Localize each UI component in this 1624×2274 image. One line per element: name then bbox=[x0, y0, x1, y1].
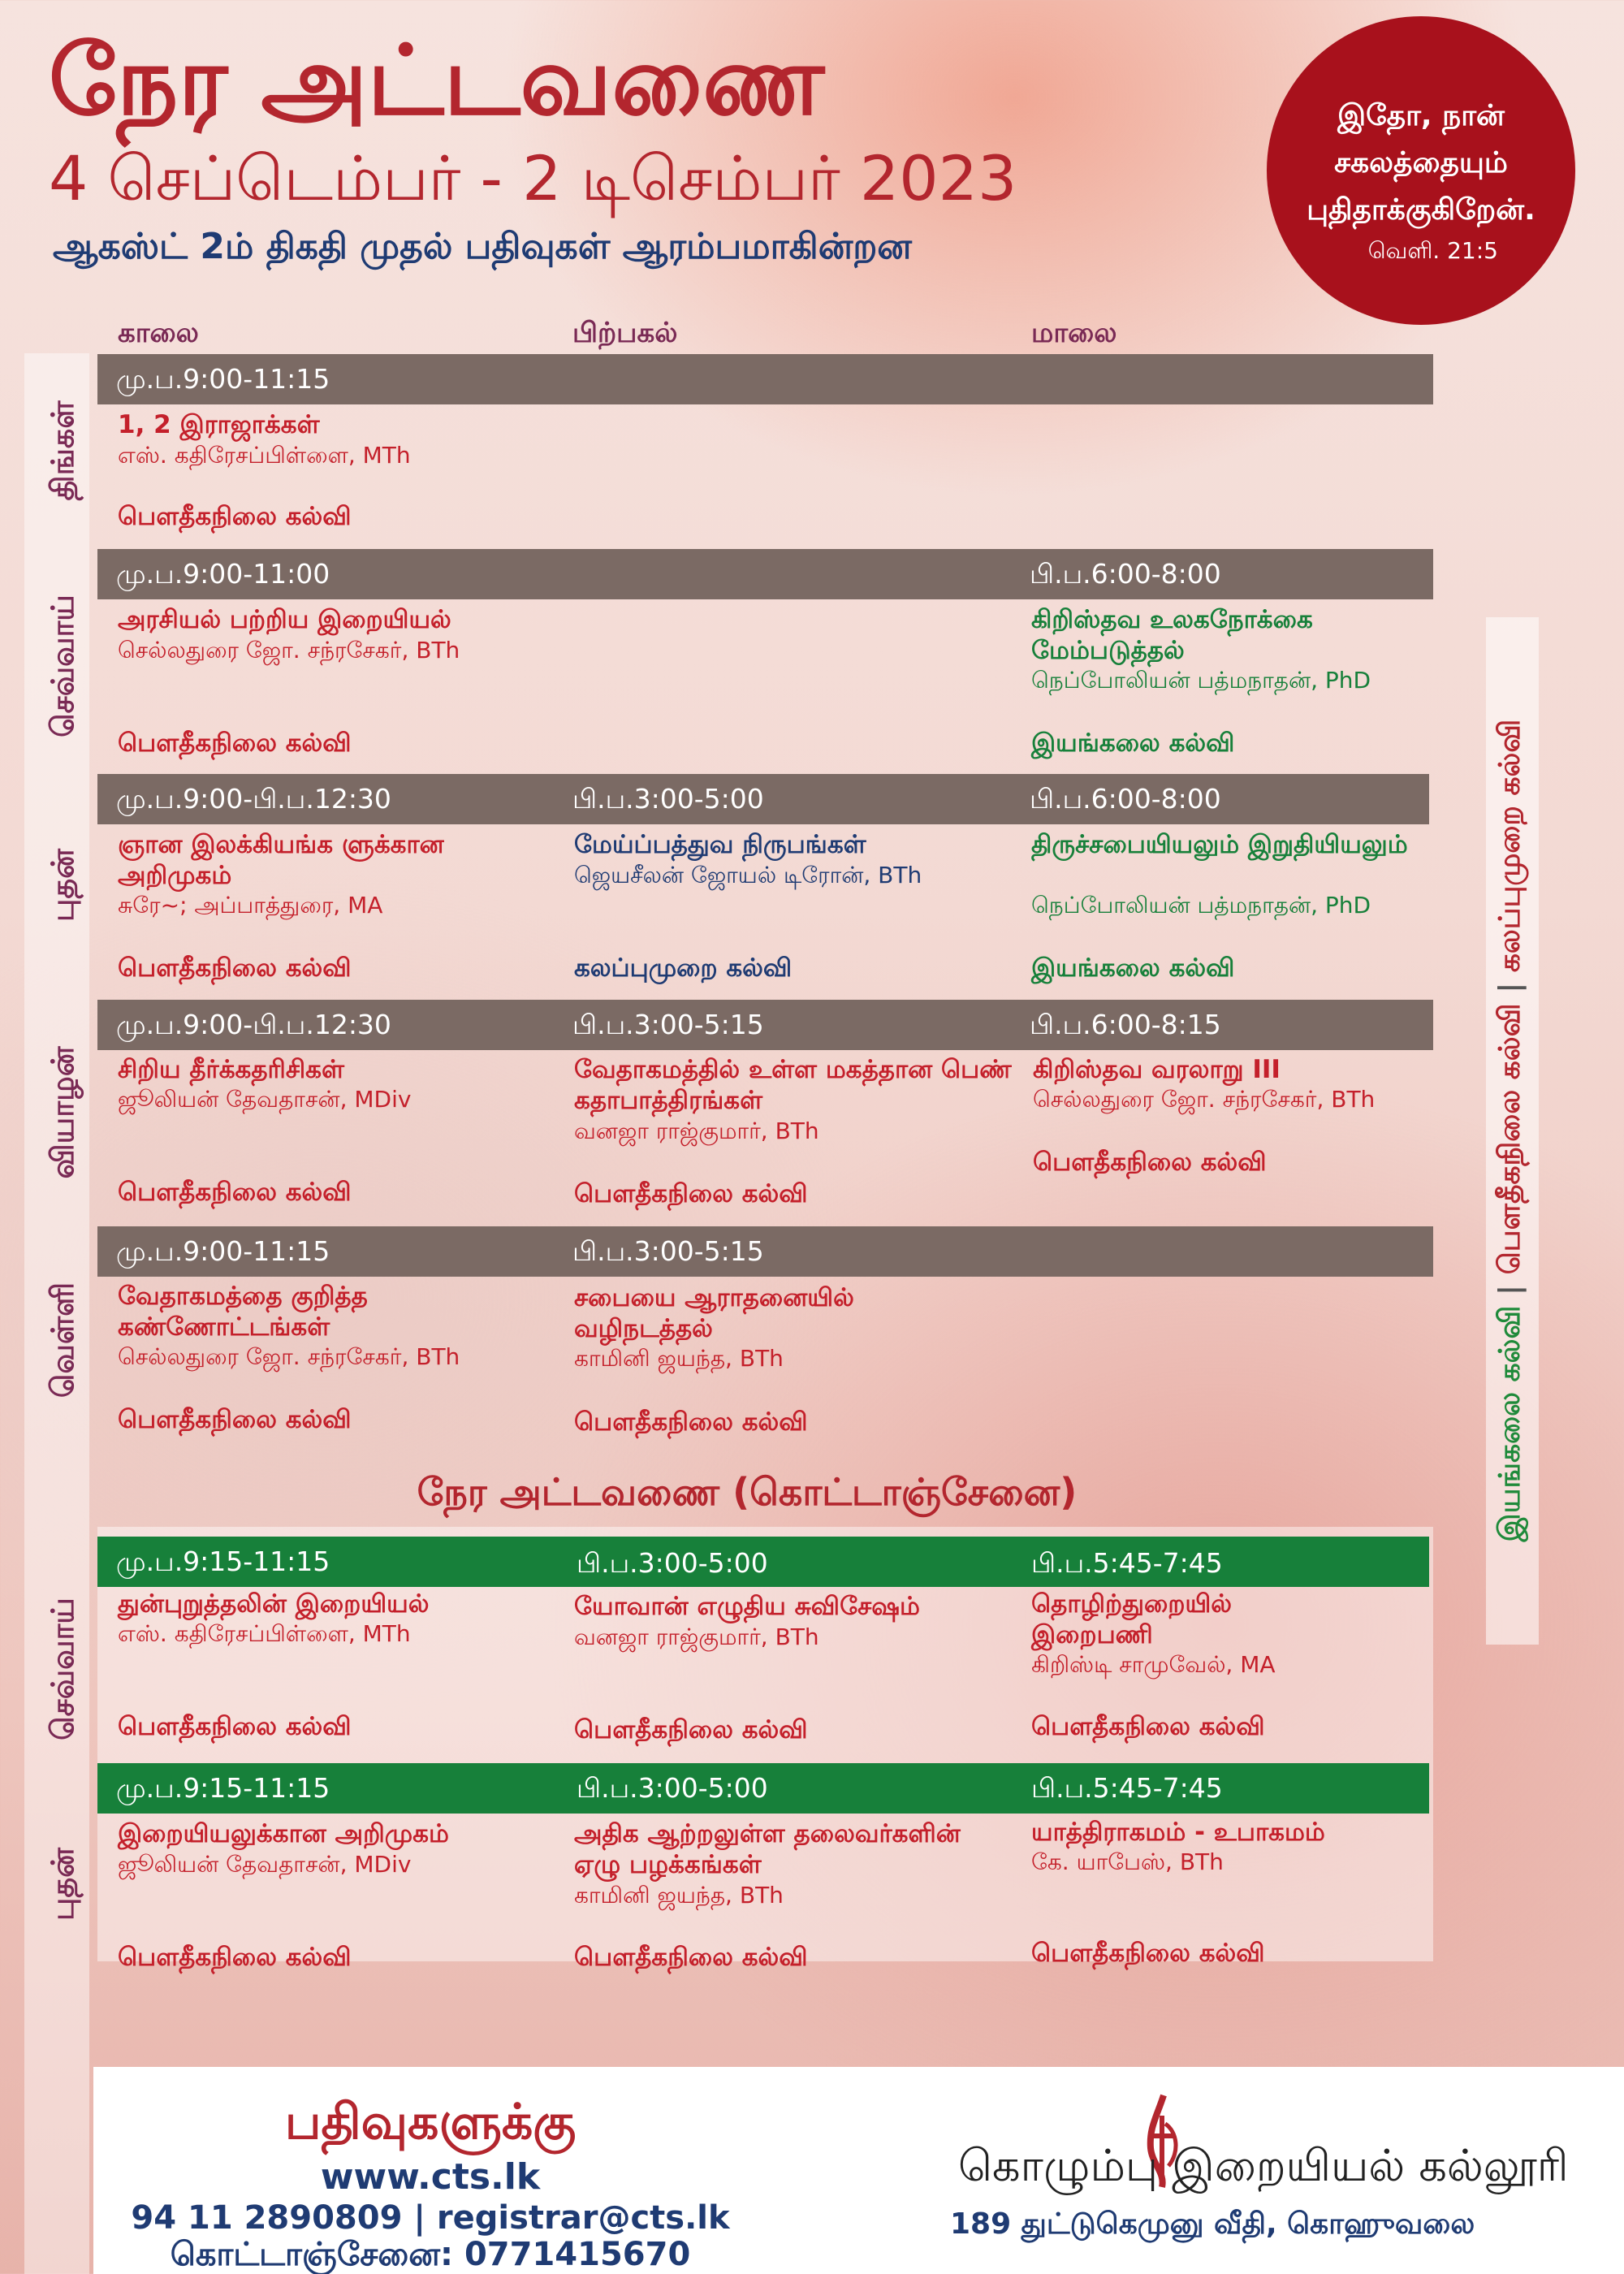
page-title: நேர அட்டவணை bbox=[49, 24, 825, 136]
course-title: யோவான் எழுதிய சுவிசேஷம் bbox=[574, 1592, 920, 1621]
day-wednesday-kotahena: புதன் bbox=[45, 1848, 80, 1921]
delivery-mode: பௌதீகநிலை கல்வி bbox=[574, 1179, 808, 1208]
verse-line-3: புதிதாக்குகிறேன். bbox=[1307, 193, 1535, 227]
lecturer: ஜூலியன் தேவதாசன், MDiv bbox=[118, 1086, 412, 1113]
lecturer: நெப்போலியன் பத்மநாதன், PhD bbox=[1031, 667, 1371, 694]
legend-physical: பௌதீகநிலை கல்வி bbox=[1493, 1003, 1527, 1275]
time-slot: பி.ப.3:00-5:00 bbox=[577, 1547, 768, 1579]
college-address: 189 துட்டுகெமுனு வீதி, கொஹுவலை bbox=[950, 2207, 1475, 2241]
course-title: தொழிற்துறையில் இறைபணி bbox=[1031, 1589, 1233, 1649]
legend-separator: | bbox=[1493, 1284, 1527, 1295]
college-name: கொழும்பு இறையியல் கல்லூரி bbox=[958, 2140, 1569, 2191]
verse-line-1: இதோ, நான் bbox=[1337, 99, 1505, 132]
registration-heading: பதிவுகளுக்கு bbox=[284, 2094, 577, 2151]
course-title: ஞான இலக்கியங்க ளுக்கான அறிமுகம் bbox=[118, 830, 444, 890]
day-tuesday: செவ்வாய் bbox=[45, 594, 80, 737]
course-title: கிறிஸ்தவ உலகநோக்கை மேம்படுத்தல் bbox=[1031, 605, 1313, 665]
column-morning: காலை bbox=[118, 317, 199, 349]
course-title: வேதாகமத்தில் உள்ள மகத்தான பெண் கதாபாத்திரங்கள் bbox=[574, 1055, 1012, 1115]
lecturer: கிறிஸ்டி சாமுவேல், MA bbox=[1031, 1651, 1276, 1678]
delivery-mode: பௌதீகநிலை கல்வி bbox=[1033, 1148, 1267, 1177]
lecturer: கே. யாபேஸ், BTh bbox=[1031, 1848, 1224, 1875]
time-slot: பி.ப.3:00-5:15 bbox=[572, 1235, 764, 1267]
time-slot: பி.ப.6:00-8:00 bbox=[1030, 783, 1221, 815]
course-title: திருச்சபையியலும் இறுதியியலும் bbox=[1031, 830, 1408, 859]
course-title: யாத்திராகமம் - உபாகமம் bbox=[1031, 1818, 1325, 1847]
website-link[interactable]: www.cts.lk bbox=[320, 2156, 541, 2198]
lecturer: வனஜா ராஜ்குமார், BTh bbox=[574, 1623, 819, 1650]
delivery-mode-legend bbox=[1493, 720, 1531, 1542]
legend-hybrid: கலப்புமுறை கல்வி bbox=[1493, 719, 1527, 973]
verse-badge bbox=[1267, 16, 1575, 325]
lecturer: எஸ். கதிரேசப்பிள்ளை, MTh bbox=[118, 442, 411, 469]
day-friday: வெள்ளி bbox=[45, 1282, 80, 1399]
course-title: 1, 2 இராஜாக்கள் bbox=[118, 410, 320, 439]
date-range: 4 செப்டெம்பர் - 2 டிசெம்பர் 2023 bbox=[49, 142, 1017, 214]
lecturer: நெப்போலியன் பத்மநாதன், PhD bbox=[1031, 892, 1371, 919]
day-wednesday: புதன் bbox=[45, 849, 80, 922]
delivery-mode: பௌதீகநிலை கல்வி bbox=[118, 953, 352, 983]
verse-line-2: சகலத்தையும் bbox=[1334, 146, 1508, 179]
lecturer: ஜெயசீலன் ஜோயல் டிரோன், BTh bbox=[574, 862, 922, 888]
time-slot: பி.ப.5:45-7:45 bbox=[1031, 1547, 1223, 1579]
verse-reference: வெளி. 21:5 bbox=[1367, 237, 1498, 264]
time-slot: மு.ப.9:15-11:15 bbox=[116, 1772, 330, 1804]
time-slot: பி.ப.3:00-5:00 bbox=[572, 783, 764, 815]
course-title: வேதாகமத்தை குறித்த கண்ணோட்டங்கள் bbox=[118, 1282, 368, 1342]
course-title: கிறிஸ்தவ வரலாறு III bbox=[1033, 1055, 1281, 1084]
legend-online: இயங்கலை கல்வி bbox=[1493, 1305, 1527, 1542]
course-title: இறையியலுக்கான அறிமுகம் bbox=[118, 1819, 449, 1848]
delivery-mode: பௌதீகநிலை கல்வி bbox=[118, 1178, 352, 1207]
delivery-mode: பௌதீகநிலை கல்வி bbox=[574, 1943, 808, 1972]
time-slot: பி.ப.6:00-8:15 bbox=[1030, 1009, 1221, 1040]
time-slot: பி.ப.3:00-5:00 bbox=[577, 1772, 768, 1804]
delivery-mode: பௌதீகநிலை கல்வி bbox=[1031, 1939, 1265, 1968]
column-evening: மாலை bbox=[1031, 317, 1117, 349]
course-title: மேய்ப்பத்துவ நிருபங்கள் bbox=[574, 830, 866, 859]
delivery-mode: கலப்புமுறை கல்வி bbox=[574, 953, 793, 983]
lecturer: செல்லதுரை ஜோ. சந்ரசேகர், BTh bbox=[1033, 1086, 1376, 1113]
time-slot: மு.ப.9:00-பி.ப.12:30 bbox=[116, 1009, 391, 1040]
course-title: அதிக ஆற்றலுள்ள தலைவர்களின் ஏழு பழக்கங்கள் bbox=[574, 1819, 961, 1879]
lecturer: செல்லதுரை ஜோ. சந்ரசேகர், BTh bbox=[118, 637, 460, 664]
lecturer: காமினி ஜயந்த, BTh bbox=[574, 1345, 784, 1372]
kotahena-schedule-title: நேர அட்டவணை (கொட்டாஞ்சேனை) bbox=[417, 1470, 1078, 1514]
day-thursday: வியாழன் bbox=[45, 1046, 80, 1179]
day-tuesday-kotahena: செவ்வாய் bbox=[45, 1597, 80, 1740]
delivery-mode: பௌதீகநிலை கல்வி bbox=[118, 1943, 352, 1972]
lecturer: செல்லதுரை ஜோ. சந்ரசேகர், BTh bbox=[118, 1343, 460, 1370]
course-title: அரசியல் பற்றிய இறையியல் bbox=[118, 605, 451, 634]
registration-notice: ஆகஸ்ட் 2ம் திகதி முதல் பதிவுகள் ஆரம்பமாகின்றன bbox=[53, 226, 912, 267]
column-afternoon: பிற்பகல் bbox=[572, 317, 678, 349]
legend-separator: | bbox=[1493, 982, 1527, 993]
delivery-mode: பௌதீகநிலை கல்வி bbox=[118, 502, 352, 531]
time-slot: மு.ப.9:00-11:15 bbox=[116, 363, 330, 395]
course-title: சிறிய தீர்க்கதரிசிகள் bbox=[118, 1055, 344, 1084]
time-slot: மு.ப.9:00-பி.ப.12:30 bbox=[116, 783, 391, 815]
delivery-mode: இயங்கலை கல்வி bbox=[1031, 953, 1235, 983]
time-slot: மு.ப.9:00-11:15 bbox=[116, 1235, 330, 1267]
lecturer: ஜூலியன் தேவதாசன், MDiv bbox=[118, 1851, 412, 1878]
time-slot: பி.ப.5:45-7:45 bbox=[1031, 1772, 1223, 1804]
kotahena-phone: கொட்டாஞ்சேனை: 0771415670 bbox=[170, 2236, 691, 2273]
course-title: சபையை ஆராதனையில் வழிநடத்தல் bbox=[574, 1283, 854, 1343]
delivery-mode: பௌதீகநிலை கல்வி bbox=[118, 1712, 352, 1741]
time-slot: பி.ப.3:00-5:15 bbox=[572, 1009, 764, 1040]
contact-info: 94 11 2890809 | registrar@cts.lk bbox=[131, 2199, 730, 2237]
lecturer: சுரே~; அப்பாத்துரை, MA bbox=[118, 892, 383, 919]
delivery-mode: பௌதீகநிலை கல்வி bbox=[574, 1407, 808, 1437]
lecturer: காமினி ஜயந்த, BTh bbox=[574, 1882, 784, 1909]
lecturer: எஸ். கதிரேசப்பிள்ளை, MTh bbox=[118, 1620, 411, 1647]
delivery-mode: இயங்கலை கல்வி bbox=[1031, 728, 1235, 758]
day-monday: திங்கள் bbox=[45, 400, 80, 501]
delivery-mode: பௌதீகநிலை கல்வி bbox=[118, 1405, 352, 1434]
delivery-mode: பௌதீகநிலை கல்வி bbox=[574, 1715, 808, 1744]
time-slot: பி.ப.6:00-8:00 bbox=[1030, 558, 1221, 590]
delivery-mode: பௌதீகநிலை கல்வி bbox=[1031, 1712, 1265, 1741]
course-title: துன்புறுத்தலின் இறையியல் bbox=[118, 1589, 430, 1619]
delivery-mode: பௌதீகநிலை கல்வி bbox=[118, 728, 352, 758]
time-slot: மு.ப.9:15-11:15 bbox=[116, 1546, 330, 1577]
lecturer: வனஜா ராஜ்குமார், BTh bbox=[574, 1118, 819, 1144]
time-slot: மு.ப.9:00-11:00 bbox=[116, 558, 330, 590]
